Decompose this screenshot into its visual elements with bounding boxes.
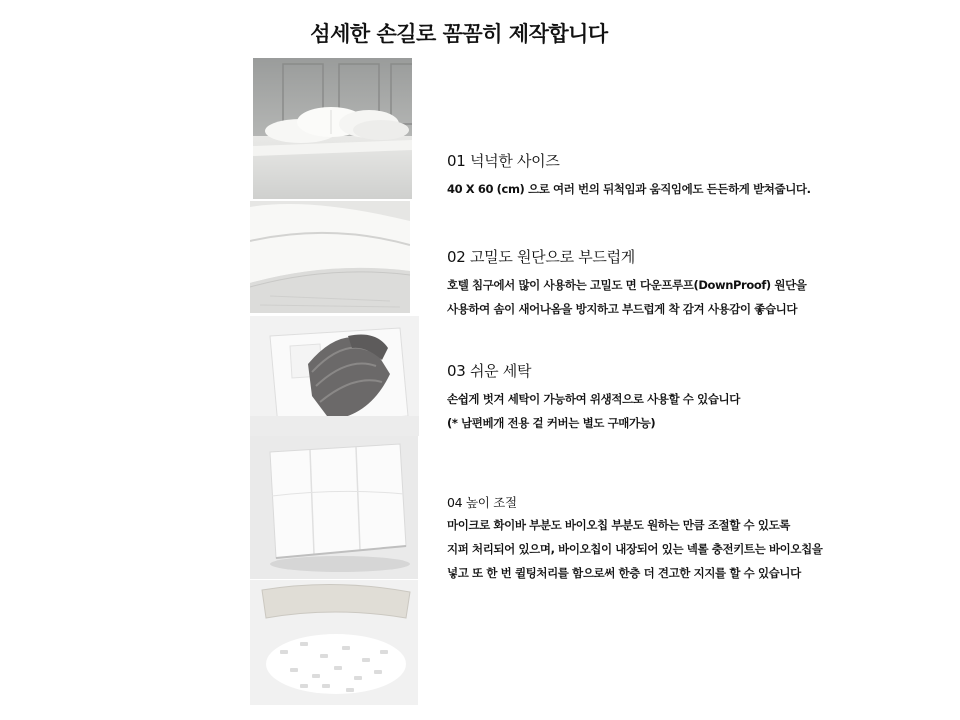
page-title: 섬세한 손길로 꼼꼼히 제작합니다 bbox=[310, 22, 608, 46]
feature-heading: 01 넉넉한 사이즈 bbox=[447, 152, 560, 170]
feature-line: 사용하여 솜이 새어나옴을 방지하고 부드럽게 착 감겨 사용감이 좋습니다 bbox=[447, 302, 798, 316]
feature-line: 40 X 60 (cm) 으로 여러 번의 뒤척임과 움직임에도 든든하게 받쳐줍니다. bbox=[447, 182, 811, 196]
feature-line: 호텔 침구에서 많이 사용하는 고밀도 면 다운프루프(DownProof) 원단을 bbox=[447, 278, 807, 292]
feature-line: 마이크로 화이바 부분도 바이오칩 부분도 원하는 만큼 조절할 수 있도록 bbox=[447, 518, 790, 532]
bio-chip-filling-photo bbox=[250, 580, 418, 705]
feature-heading: 04 높이 조절 bbox=[447, 495, 517, 510]
feature-line: 지퍼 처리되어 있으며, 바이오칩이 내장되어 있는 넥롤 충전키트는 바이오칩을 bbox=[447, 542, 823, 556]
feature-heading: 03 쉬운 세탁 bbox=[447, 362, 532, 380]
feature-heading: 02 고밀도 원단으로 부드럽게 bbox=[447, 248, 635, 266]
feature-line: 손쉽게 벗겨 세탁이 가능하여 위생적으로 사용할 수 있습니다 bbox=[447, 392, 740, 406]
pillow-zipper-photo bbox=[250, 436, 418, 579]
feature-04 bbox=[447, 493, 822, 585]
feature-02 bbox=[447, 246, 807, 321]
bed-pillows-photo bbox=[253, 58, 412, 199]
feature-line: (* 남편베개 전용 겉 커버는 별도 구매가능) bbox=[447, 416, 656, 430]
feature-01 bbox=[447, 150, 811, 201]
pillow-fabric-photo bbox=[250, 201, 410, 313]
washable-cover-photo bbox=[250, 316, 419, 436]
feature-03 bbox=[447, 360, 740, 435]
feature-line: 넣고 또 한 번 퀼팅처리를 함으로써 한층 더 견고한 지지를 할 수 있습니다 bbox=[447, 566, 801, 580]
